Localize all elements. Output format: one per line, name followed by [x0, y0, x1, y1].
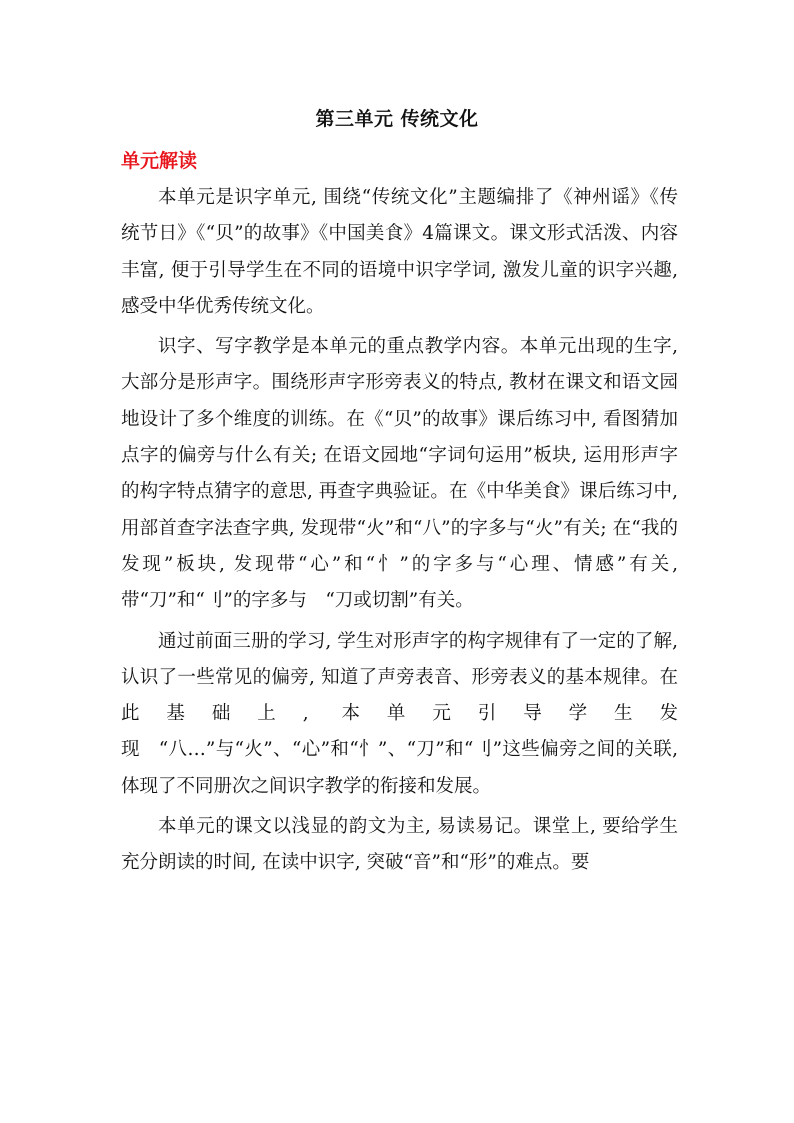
body-text [121, 180, 678, 886]
paragraph-4: 本单元的课文以浅显的韵文为主, 易读易记。课堂上, 要给学生充分朗读的时间, 在读中识字, 突破“音”和“形”的难点。要 [121, 816, 678, 874]
paragraph-2: 识字、写字教学是本单元的重点教学内容。本单元出现的生字, 大部分是形声字。围绕形声字形旁表义的特点, 教材在课文和语文园地设计了多个维度的训练。在《“贝”的故事》课后练习中, 看图猜加点字的偏旁与什么有关; 在语文园地“字词句运用”板块, 运用形声字的构字特点猜字的意思, 再查字典验证。在《中华美食》课后练习中, 用部首查字法查字典, 发现带“火”和“八”的字多与“火”有关; 在“我的发现”板块, 发现带“心”和“忄”的字多与“心理、情感”有关, 带“刀”和“刂”的字多与 “刀或切割”有关。 [121, 336, 678, 612]
paragraph-3: 通过前面三册的学习, 学生对形声字的构字规律有了一定的了解, 认识了一些常见的偏旁, 知道了声旁表音、形旁表义的基本规律。在此基础上, 本单元引导学生发现 “八…”与“火”、“心”和“忄”、“刀”和“刂”这些偏旁之间的关联, 体现了不同册次之间识字教学的衔接和发展。 [121, 630, 678, 797]
section-heading-unit-reading: 单元解读 [121, 150, 198, 172]
paragraph-1: 本单元是识字单元, 围绕“传统文化”主题编排了《神州谣》《传统节日》《“贝”的故事》《中国美食》4篇课文。课文形式活泼、内容丰富, 便于引导学生在不同的语境中识字学词, 激发儿童的识字兴趣, 感受中华优秀传统文化。 [121, 187, 678, 317]
page-title: 第三单元 传统文化 [315, 108, 479, 130]
